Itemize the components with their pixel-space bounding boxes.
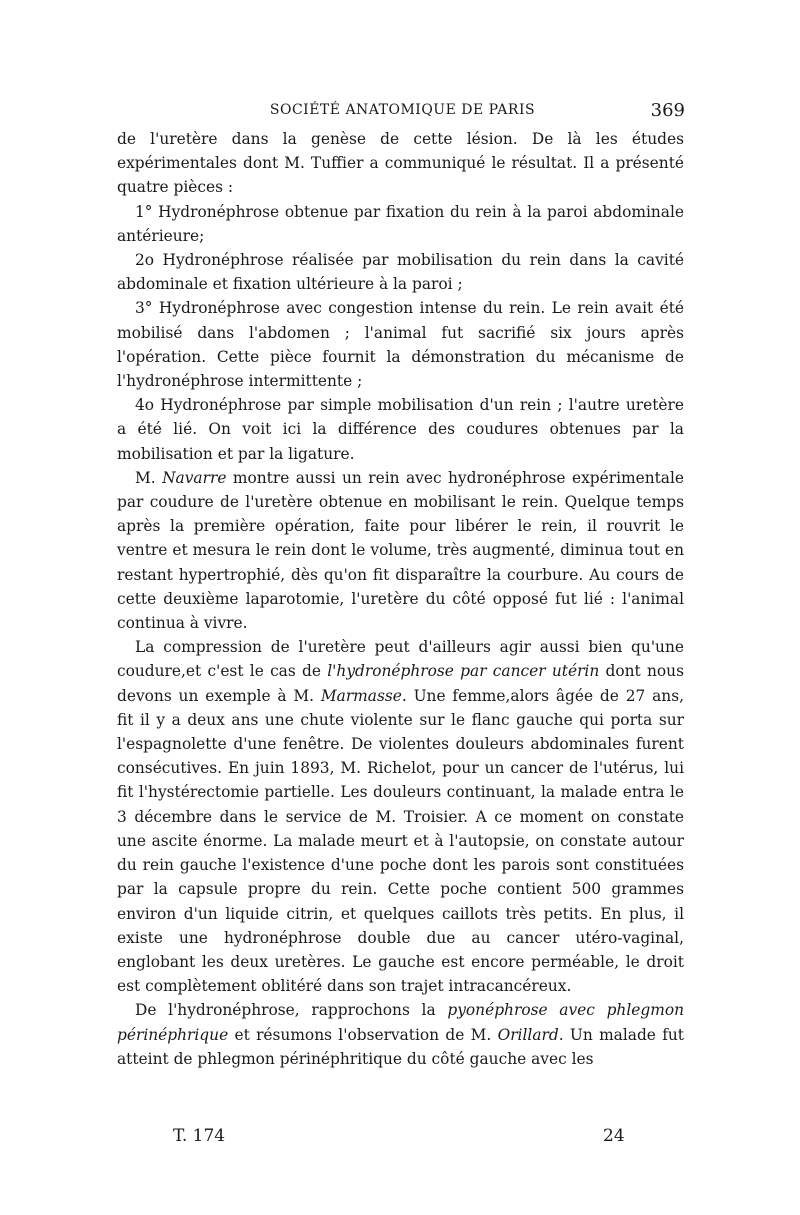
page-footer <box>120 1126 685 1152</box>
running-header <box>120 100 685 126</box>
paragraph-3: 2o Hydronéphrose réalisée par mobilisation du rein dans la cavité abdominale et fixation ultérieure à la paroi ; <box>117 251 684 294</box>
author-name-navarre: Navarre <box>162 468 227 487</box>
paragraph-7-text-a: La compression de l'uretère peut d'ailleurs agir aussi bien qu'une coudure,et c'est le cas de <box>117 638 684 681</box>
body-text <box>117 127 684 1071</box>
paragraph-7 <box>117 635 684 998</box>
paragraph-8-text-c: . Un malade fut atteint de phlegmon périnéphritique du côté gauche avec les <box>117 1025 684 1068</box>
paragraph-8-text-a: De l'hydronéphrose, rapprochons la <box>135 1001 448 1020</box>
sheet-number: 24 <box>603 1126 625 1146</box>
paragraph-7-text-b: dont nous devons un exemple à M. <box>117 662 684 705</box>
paragraph-8-text-b: et résumons l'observation de M. <box>228 1025 498 1044</box>
paragraph-2: 1° Hydronéphrose obtenue par fixation du rein à la paroi abdominale antérieure; <box>117 202 684 245</box>
volume-signature: T. 174 <box>173 1126 226 1146</box>
paragraph-6-text-b: montre aussi un rein avec hydronéphrose expérimentale par coudure de l'uretère obtenue en mobilisant le rein. Quelque temps après la première opération, faite pour libérer le rein, il rouvrit le ventre et mesura le rein dont le volume, très augmenté, diminua tout en restant hypertrophié, dès qu'on fit disparaître la courbure. Au cours de cette deuxième laparotomie, l'uretère du côté opposé fut lié : l'animal continua à vivre. <box>117 468 684 633</box>
paragraph-8 <box>117 998 684 1071</box>
paragraph-6 <box>117 466 684 635</box>
italic-phrase-pyonephrose: pyonéphrose avec phlegmon périnéphrique <box>117 1001 684 1044</box>
author-name-orillard: Orillard <box>497 1025 559 1044</box>
italic-phrase-cancer: l'hydronéphrose par cancer utérin <box>327 662 600 681</box>
paragraph-7-text-c: . Une femme,alors âgée de 27 ans, fit il y a deux ans une chute violente sur le flanc gauche qui porta sur l'espagnolette d'une fenêtre. De violentes douleurs abdominales furent consécutives. En juin 1893, M. Richelot, pour un cancer de l'utérus, lui fit l'hystérectomie partielle. Les douleurs continuant, la malade entra le 3 décembre dans le service de M. Troisier. A ce moment on constate une ascite énorme. La malade meurt et à l'autopsie, on constate autour du rein gauche l'existence d'une poche dont les parois sont constituées par la capsule propre du rein. Cette poche contient 500 grammes environ d'un liquide citrin, et quelques caillots très petits. En plus, il existe une hydronéphrose double due au cancer utéro-vaginal, englobant les deux uretères. Le gauche est encore perméable, le droit est complètement oblitéré dans son trajet intracancéreux. <box>117 686 684 996</box>
author-name-marmasse: Marmasse <box>320 686 402 705</box>
page-number: 369 <box>650 100 685 121</box>
paragraph-6-text-a: M. <box>135 468 163 487</box>
running-title: SOCIÉTÉ ANATOMIQUE DE PARIS <box>269 102 536 118</box>
paragraph-4: 3° Hydronéphrose avec congestion intense du rein. Le rein avait été mobilisé dans l'abdomen ; l'animal fut sacrifié six jours après l'opération. Cette pièce fournit la démonstration du mécanisme de l'hydronéphrose intermittente ; <box>117 299 684 391</box>
paragraph-5: 4o Hydronéphrose par simple mobilisation d'un rein ; l'autre uretère a été lié. On voit ici la différence des coudures obtenues par la mobilisation et par la ligature. <box>117 396 684 463</box>
paragraph-1: de l'uretère dans la genèse de cette lésion. De là les études expérimentales dont M. Tuffier a communiqué le résultat. Il a présenté quatre pièces : <box>117 130 684 197</box>
